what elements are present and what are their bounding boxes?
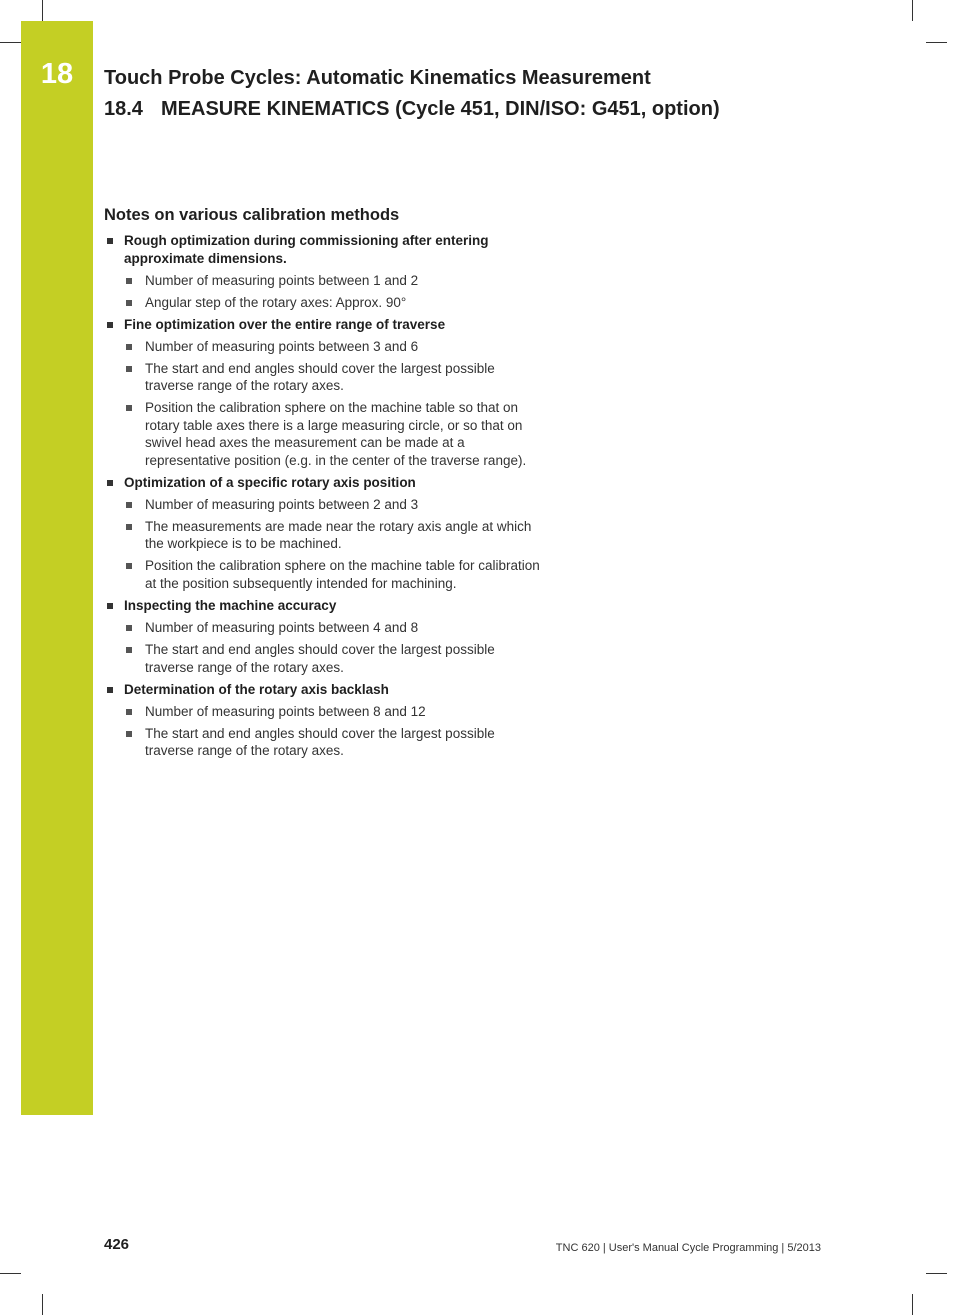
item-title: Determination of the rotary axis backlash bbox=[124, 681, 389, 697]
square-bullet-icon bbox=[126, 278, 132, 284]
sub-item: The start and end angles should cover the largest possible traverse range of the rotary axes. bbox=[124, 360, 544, 395]
square-bullet-icon bbox=[126, 405, 132, 411]
crop-mark bbox=[0, 42, 21, 43]
chapter-number: 18 bbox=[40, 58, 74, 90]
sub-item: Number of measuring points between 1 and 2 bbox=[124, 272, 544, 290]
square-bullet-icon bbox=[126, 647, 132, 653]
crop-mark bbox=[912, 0, 913, 21]
square-bullet-icon bbox=[107, 687, 113, 693]
sub-item: Angular step of the rotary axes: Approx. 90° bbox=[124, 294, 544, 312]
crop-mark bbox=[42, 0, 43, 21]
crop-mark bbox=[0, 1273, 21, 1274]
section-name: MEASURE KINEMATICS (Cycle 451, DIN/ISO: G451, option) bbox=[161, 98, 720, 120]
list-item bbox=[104, 316, 544, 470]
sub-item: The measurements are made near the rotary axis angle at which the workpiece is to be machined. bbox=[124, 518, 544, 553]
sub-item: Position the calibration sphere on the machine table so that on rotary table axes there is a large measuring circle, or so that on swivel head axes the measurement can be made at a representative position (e.g. in the center of the traverse range). bbox=[124, 399, 544, 469]
footer-text: TNC 620 | User's Manual Cycle Programming | 5/2013 bbox=[555, 1242, 821, 1254]
square-bullet-icon bbox=[107, 603, 113, 609]
notes-heading: Notes on various calibration methods bbox=[104, 206, 400, 224]
page-number: 426 bbox=[104, 1236, 130, 1253]
square-bullet-icon bbox=[107, 322, 113, 328]
crop-mark bbox=[926, 1273, 947, 1274]
list-item bbox=[104, 597, 544, 676]
sub-item: Position the calibration sphere on the machine table for calibration at the position subsequently intended for machining. bbox=[124, 557, 544, 592]
item-title: Optimization of a specific rotary axis position bbox=[124, 474, 416, 490]
item-title: Rough optimization during commissioning after entering approximate dimensions. bbox=[124, 233, 489, 266]
square-bullet-icon bbox=[107, 238, 113, 244]
item-title: Inspecting the machine accuracy bbox=[124, 597, 337, 613]
square-bullet-icon bbox=[126, 731, 132, 737]
sub-item: Number of measuring points between 8 and 12 bbox=[124, 703, 544, 721]
sub-item: Number of measuring points between 4 and 8 bbox=[124, 619, 544, 637]
square-bullet-icon bbox=[126, 524, 132, 530]
square-bullet-icon bbox=[126, 300, 132, 306]
sub-item: The start and end angles should cover the largest possible traverse range of the rotary axes. bbox=[124, 725, 544, 760]
crop-mark bbox=[926, 42, 947, 43]
square-bullet-icon bbox=[126, 366, 132, 372]
section-title bbox=[104, 98, 720, 121]
sub-item: Number of measuring points between 3 and 6 bbox=[124, 338, 544, 356]
crop-mark bbox=[912, 1294, 913, 1315]
square-bullet-icon bbox=[107, 480, 113, 486]
crop-mark bbox=[42, 1294, 43, 1315]
list-item bbox=[104, 681, 544, 760]
square-bullet-icon bbox=[126, 344, 132, 350]
chapter-side-bar bbox=[21, 21, 93, 1115]
list-item bbox=[104, 474, 544, 593]
list-item bbox=[104, 232, 544, 311]
section-number: 18.4 bbox=[104, 98, 143, 120]
square-bullet-icon bbox=[126, 709, 132, 715]
square-bullet-icon bbox=[126, 563, 132, 569]
sub-item: Number of measuring points between 2 and 3 bbox=[124, 496, 544, 514]
notes-list bbox=[104, 232, 544, 764]
square-bullet-icon bbox=[126, 625, 132, 631]
item-title: Fine optimization over the entire range of traverse bbox=[124, 316, 446, 332]
chapter-title: Touch Probe Cycles: Automatic Kinematics Measurement bbox=[104, 67, 651, 89]
square-bullet-icon bbox=[126, 502, 132, 508]
sub-item: The start and end angles should cover the largest possible traverse range of the rotary axes. bbox=[124, 641, 544, 676]
